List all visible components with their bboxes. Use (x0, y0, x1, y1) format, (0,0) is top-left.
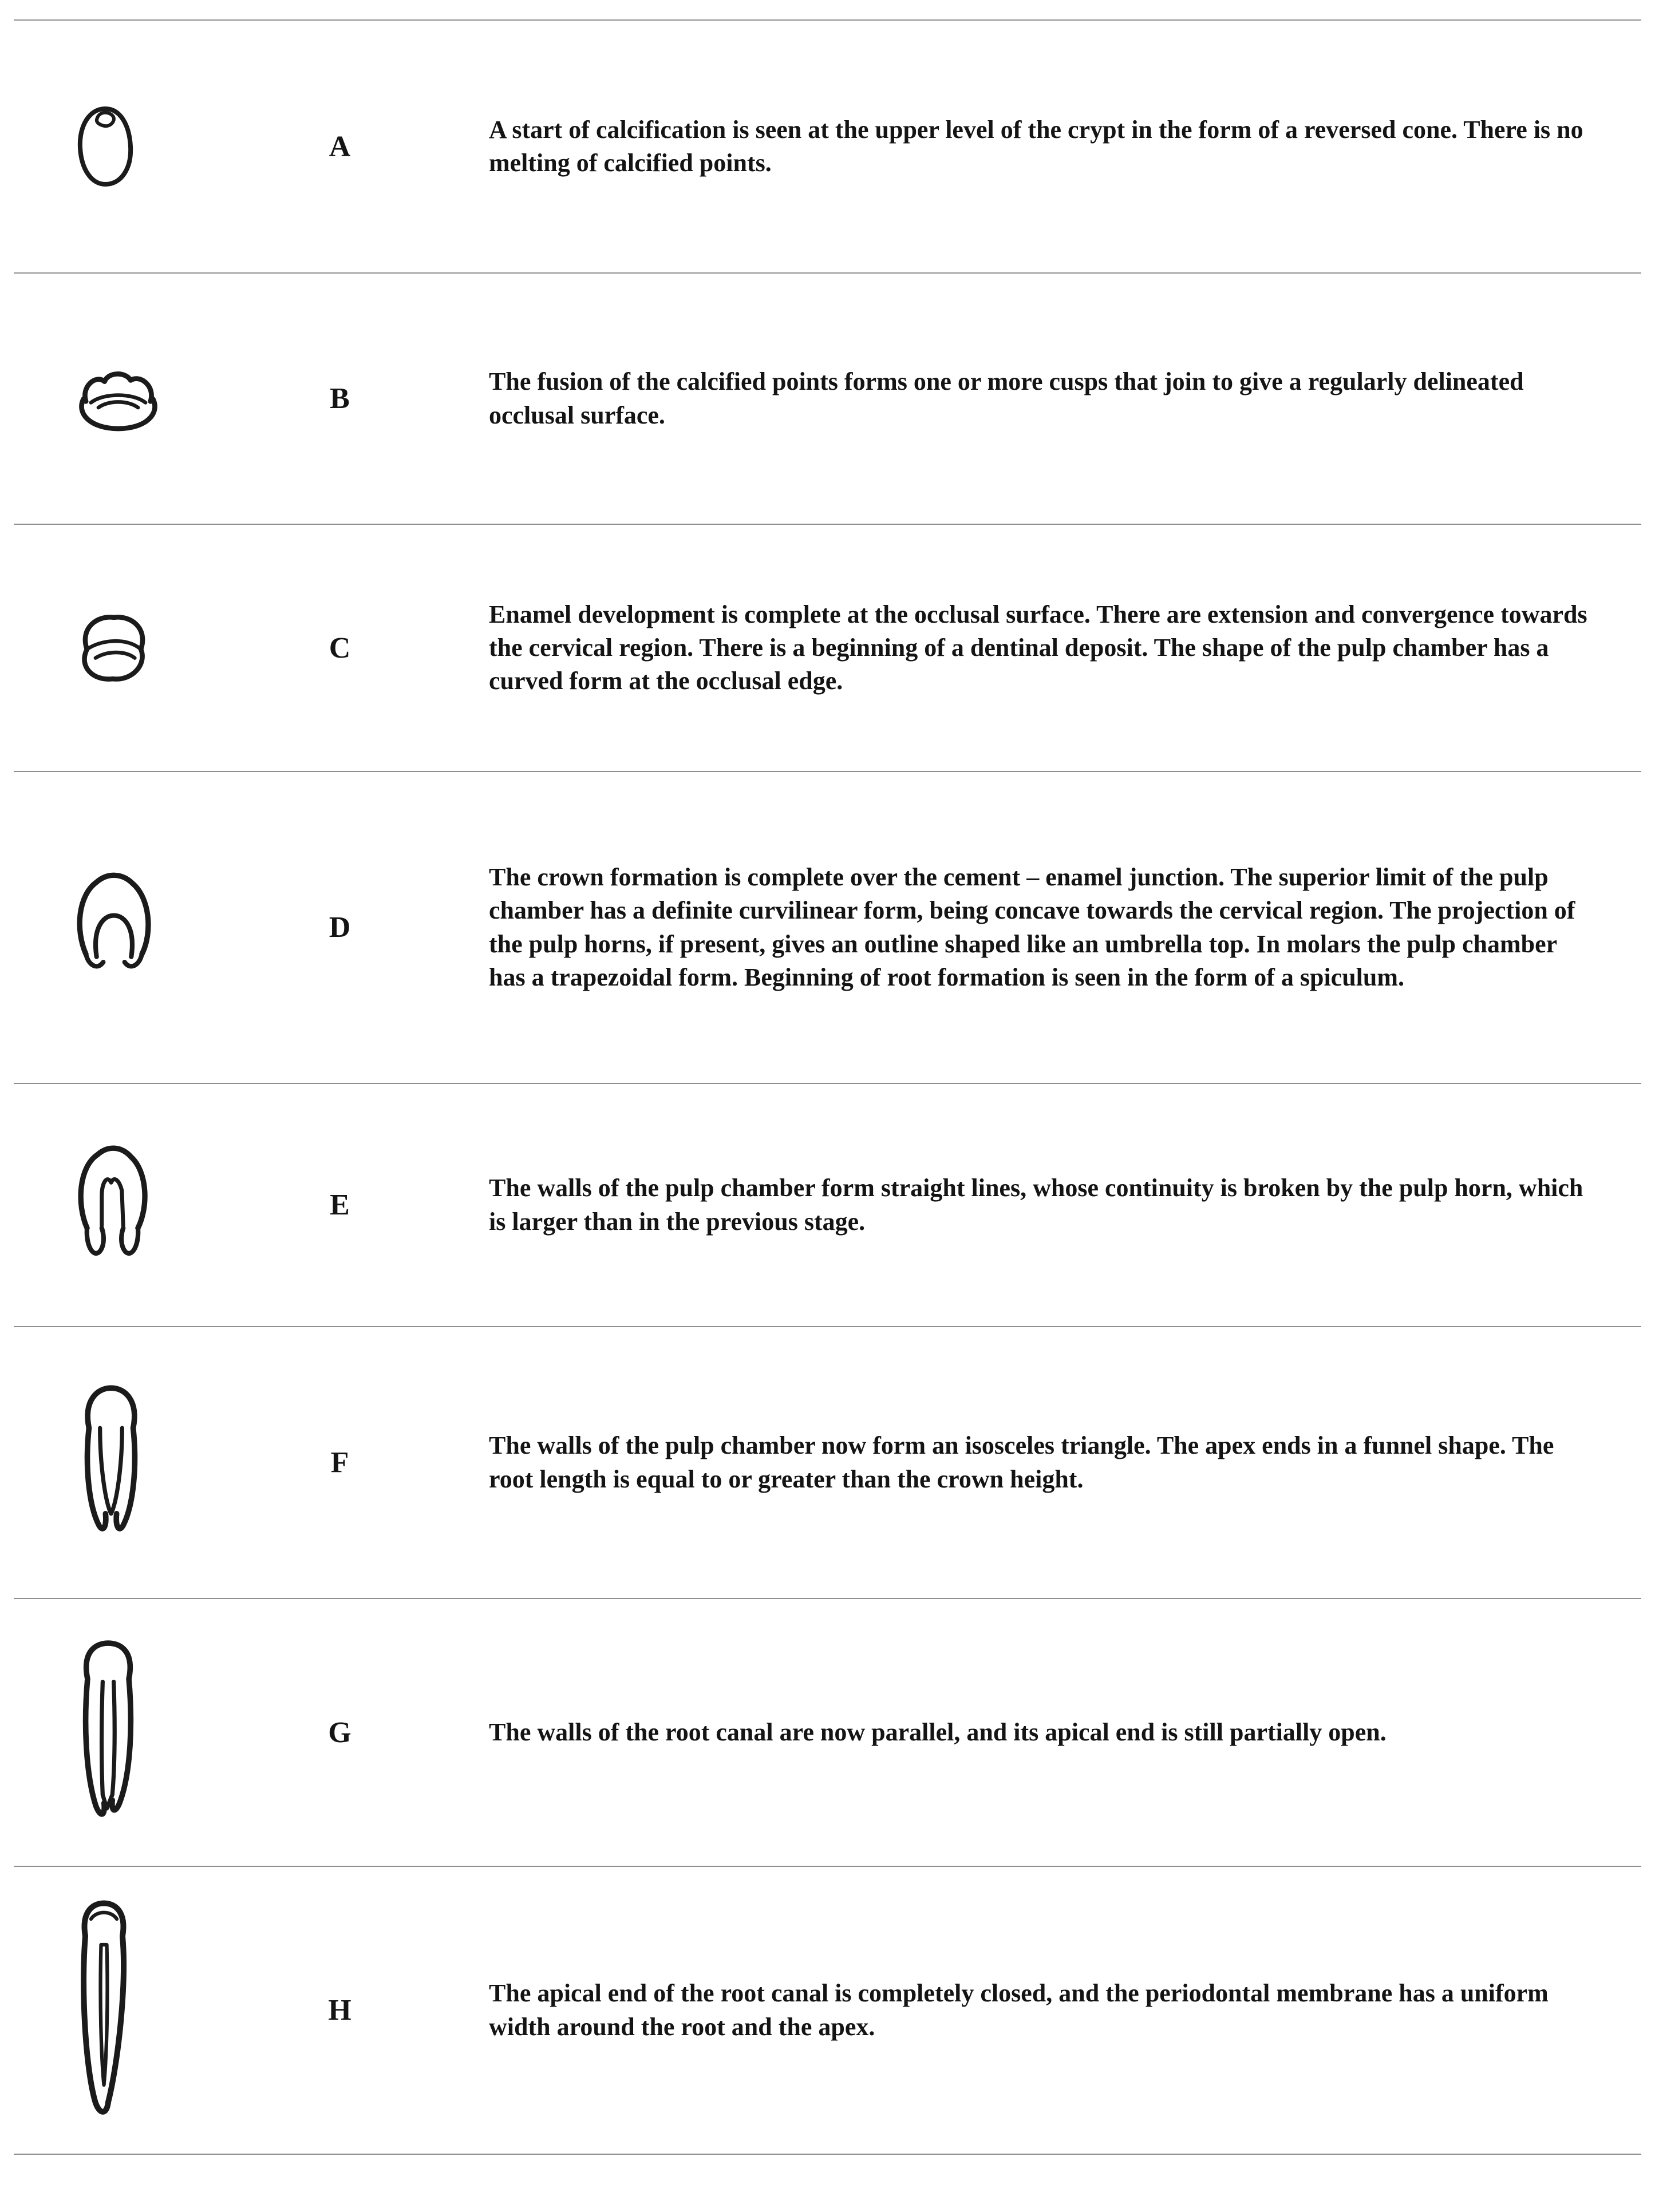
stage-description: The walls of the root canal are now parallel, and its apical end is still partially open. (489, 1718, 1387, 1746)
stage-row-h (14, 1866, 1641, 2155)
stage-letter: E (330, 1189, 350, 1221)
tooth-stage-f-icon (48, 1381, 220, 1544)
stage-description: The walls of the pulp chamber now form an isosceles triangle. The apex ends in a funnel shape. The root length is equal to or greater than the crown height. (489, 1431, 1554, 1493)
stage-letter: D (329, 911, 351, 944)
stage-row-f (14, 1326, 1641, 1598)
stage-row-d (14, 771, 1641, 1083)
stage-row-c (14, 524, 1641, 771)
stage-description: Enamel development is complete at the occlusal surface. There are extension and convergence towards the cervical region. There is a beginning of a dentinal deposit. The shape of the pulp chamber has a curved form at the occlusal edge. (489, 600, 1587, 695)
stage-letter: H (328, 1994, 352, 2027)
stage-description: The apical end of the root canal is completely closed, and the periodontal membrane has a uniform width around the root and the apex. (489, 1979, 1549, 2041)
stage-letter: C (329, 631, 351, 664)
tooth-stage-a-icon (48, 103, 220, 190)
stage-letter: G (328, 1716, 352, 1749)
stage-description: The crown formation is complete over the cement – enamel junction. The superior limit of the pulp chamber has a definite curvilinear form, being concave towards the cervical region. The projection of the pulp horns, if present, gives an outline shaped like an umbrella top. In molars the pulp chamber has a trapezoidal form. Beginning of root formation is seen in the form of a spiculum. (489, 863, 1575, 991)
tooth-stage-c-icon (48, 607, 220, 690)
tooth-stage-e-icon (48, 1139, 220, 1271)
stage-row-e (14, 1083, 1641, 1326)
stage-letter: F (330, 1446, 350, 1479)
tooth-development-stage-table (14, 19, 1641, 2155)
stage-row-b (14, 272, 1641, 524)
tooth-stage-b-icon (48, 362, 220, 436)
stage-letter: A (329, 130, 351, 163)
stage-row-a (14, 19, 1641, 272)
stage-row-g (14, 1598, 1641, 1866)
stage-description: The fusion of the calcified points forms one or more cusps that join to give a regularly delineated occlusal surface. (489, 367, 1524, 429)
stage-letter: B (330, 382, 350, 415)
tooth-stage-d-icon (48, 869, 220, 986)
stage-description: A start of calcification is seen at the upper level of the crypt in the form of a reversed cone. There is no melting of calcified points. (489, 115, 1583, 177)
tooth-stage-h-icon (48, 1899, 220, 2122)
tooth-stage-g-icon (48, 1637, 220, 1829)
stage-description: The walls of the pulp chamber form straight lines, whose continuity is broken by the pulp horn, which is larger than in the previous stage. (489, 1174, 1583, 1236)
